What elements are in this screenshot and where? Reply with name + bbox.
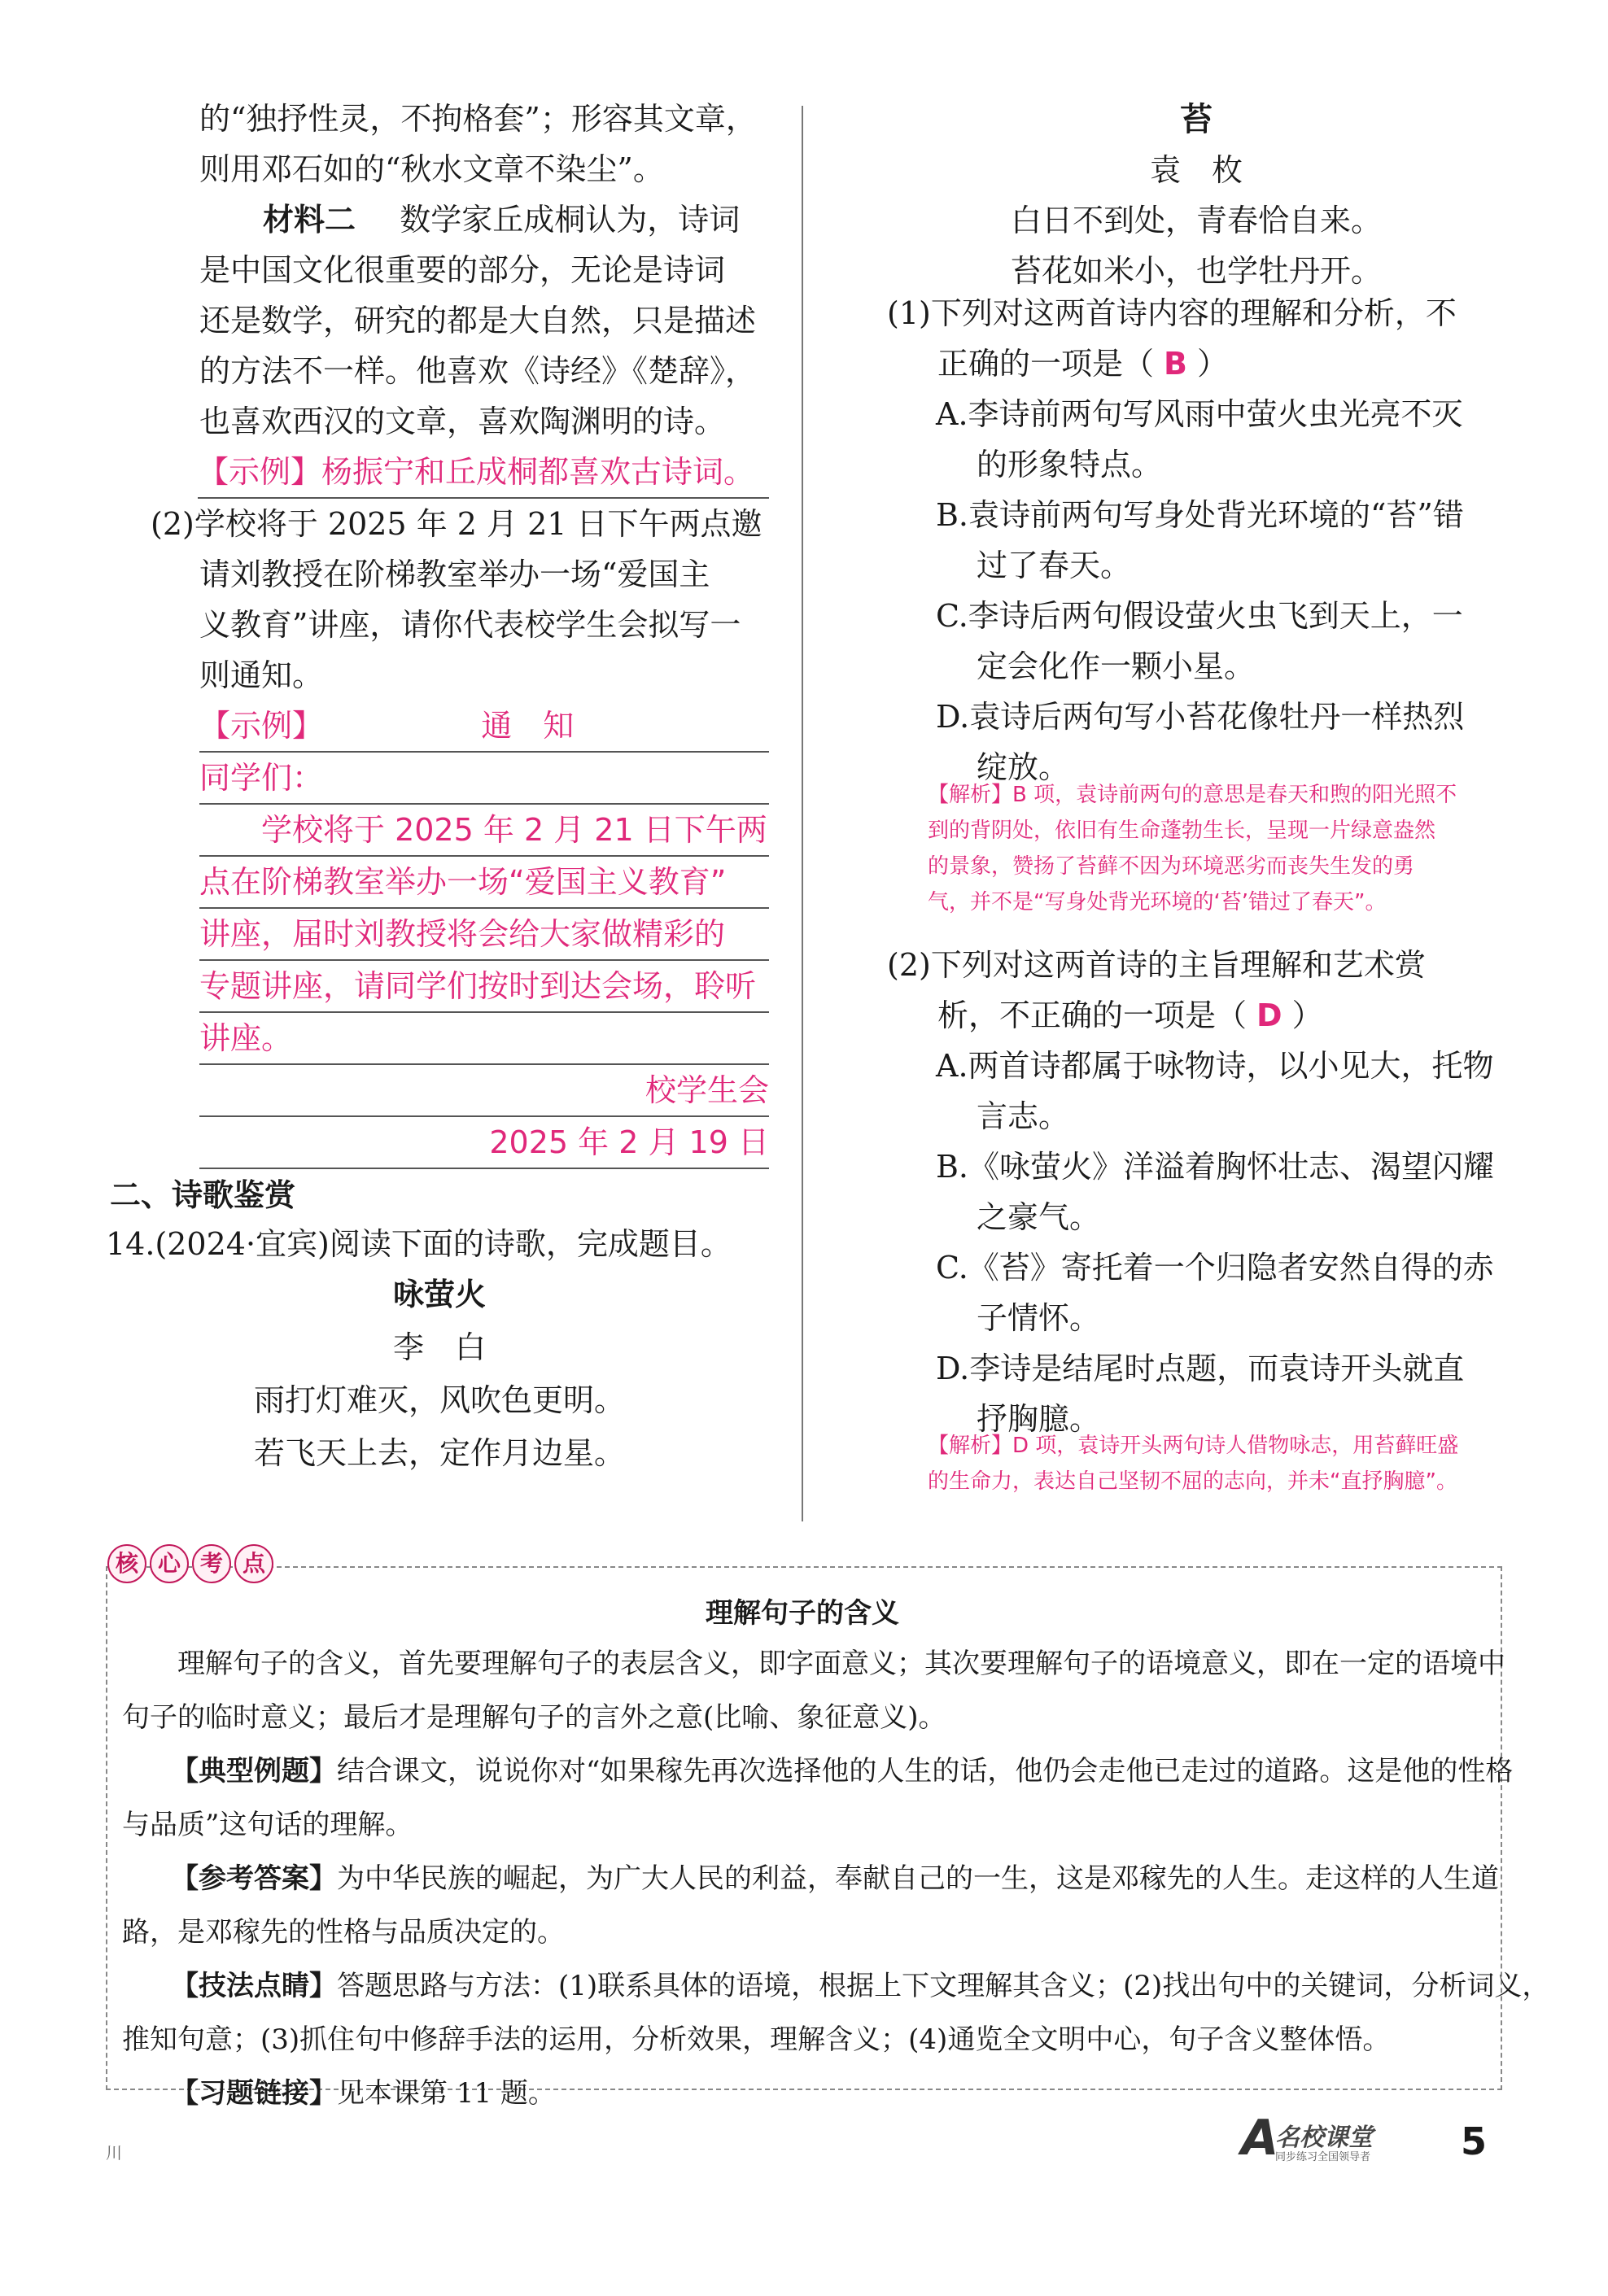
question-2b-line: (2)下列对这两首诗的主旨理解和艺术赏	[887, 947, 1426, 983]
publisher-logo	[1241, 2110, 1449, 2167]
option-line: B.袁诗前两句写身处背光环境的“苔”错	[936, 497, 1464, 533]
option-line: A.李诗前两句写风雨中萤火虫光亮不灭	[936, 396, 1463, 432]
link-label: 【习题链接】	[171, 2077, 337, 2110]
option-line: 绽放。	[977, 749, 1070, 785]
example-text: 结合课文，说说你对“如果稼先再次选择他的人生的话，他仍会走他已走过的道路。这是他的性格	[337, 1755, 1514, 1787]
option-line: D.袁诗后两句写小苔花像牡丹一样热烈	[936, 699, 1465, 735]
option-line: 子情怀。	[977, 1300, 1101, 1336]
poem-2-line: 苔花如米小，也学牡丹开。	[1010, 253, 1382, 289]
question-2b-text: 析，不正确的一项是（	[937, 997, 1248, 1033]
analysis-1	[928, 777, 1457, 920]
option-line: A.两首诗都属于咏物诗，以小见大，托物	[936, 1048, 1494, 1084]
right-questions-1	[887, 288, 1538, 792]
option-line: 定会化作一颗小星。	[977, 648, 1256, 684]
example-line	[122, 1744, 1514, 1798]
right-questions-2	[887, 940, 1538, 1444]
question-2b-answer: D	[1256, 997, 1282, 1033]
core-concept-tag	[107, 1544, 277, 1583]
question-1-line-2	[887, 338, 1538, 389]
analysis-line: 到的背阴处，依旧有生命蓬勃生长，呈现一片绿意盎然	[928, 818, 1436, 843]
material-two-label: 材料二	[263, 202, 356, 238]
notice-line: 点在阶梯教室举办一场“爱国主义教育”	[199, 857, 769, 909]
question-14: 14.(2024·宜宾)阅读下面的诗歌，完成题目。	[106, 1226, 732, 1262]
text-line: 的“独抒性灵，不拘格套”；形容其文章，	[199, 101, 757, 137]
notice-date: 2025 年 2 月 19 日	[199, 1117, 769, 1169]
option-line: 言志。	[977, 1098, 1070, 1134]
poem-2-author: 袁 枚	[1149, 152, 1243, 188]
analysis-line: 的生命力，表达自己坚韧不屈的志向，并未“直抒胸臆”。	[928, 1469, 1457, 1494]
link-line	[122, 2067, 1489, 2120]
core-line: 与品质”这句话的理解。	[122, 1809, 413, 1841]
question-2b-line-2	[887, 990, 1538, 1041]
material-two-first-line	[199, 194, 769, 245]
logo-letter: A	[1241, 2110, 1279, 2167]
poem-1-author: 李 白	[392, 1329, 486, 1365]
region-mark: 川	[106, 2143, 122, 2163]
core-line: 推知句意；(3)抓住句中修辞手法的运用，分析效果，理解含义；(4)通览全文明中心，句子含义整体悟。	[122, 2023, 1391, 2056]
page-number: 5	[1461, 2119, 1488, 2163]
text-line: 也喜欢西汉的文章，喜欢陶渊明的诗。	[199, 404, 726, 439]
notice-line: 学校将于 2025 年 2 月 21 日下午两	[199, 805, 769, 857]
analysis-line: 气，并不是“写身处背光环境的‘苔’错过了春天”。	[928, 890, 1387, 914]
example-answer-1: 【示例】杨振宁和丘成桐都喜欢古诗词。	[198, 447, 769, 499]
poem-2-title: 苔	[1180, 101, 1213, 138]
core-line: 句子的临时意义；最后才是理解句子的言外之意(比喻、象征意义)。	[122, 1701, 946, 1734]
notice-signature: 校学生会	[199, 1065, 769, 1117]
option-line: C.《苔》寄托着一个归隐者安然自得的赤	[936, 1250, 1494, 1285]
option-line: 之豪气。	[977, 1199, 1101, 1235]
question-1-text: 正确的一项是（	[937, 346, 1155, 382]
poem-1-line: 若飞天上去，定作月边星。	[253, 1435, 625, 1471]
answer-line	[122, 1852, 1499, 1905]
tip-label: 【技法点睛】	[171, 1970, 337, 2002]
option-line: 抒胸臆。	[977, 1401, 1101, 1437]
tip-line	[122, 1959, 1550, 2013]
tag-char: 心	[150, 1544, 189, 1583]
question-2-line: (2)学校将于 2025 年 2 月 21 日下午两点邀	[151, 506, 762, 542]
text-line: 是中国文化很重要的部分，无论是诗词	[199, 252, 726, 288]
text-line: 请刘教授在阶梯教室举办一场“爱国主	[199, 557, 710, 592]
notice-line: 专题讲座，请同学们按时到达会场，聆听	[199, 961, 769, 1013]
analysis-2	[928, 1428, 1458, 1499]
core-line: 路，是邓稼先的性格与品质决定的。	[122, 1916, 565, 1949]
example-label: 【典型例题】	[171, 1755, 337, 1787]
question-1-line: (1)下列对这两首诗内容的理解和分析，不	[887, 295, 1457, 331]
option-line: C.李诗后两句假设萤火虫飞到天上，一	[936, 598, 1463, 634]
text-line: 则通知。	[199, 657, 324, 693]
notice-line: 讲座。	[199, 1013, 769, 1065]
text-line: 则用邓石如的“秋水文章不染尘”。	[199, 151, 664, 187]
option-line: 过了春天。	[977, 548, 1132, 583]
notice-heading-line	[199, 701, 769, 753]
answer-text: 为中华民族的崛起，为广大人民的利益，奉献自己的一生，这是邓稼先的人生。走这样的人生道	[337, 1862, 1499, 1895]
core-line: 理解句子的含义，首先要理解句子的表层含义，即字面意义；其次要理解句子的语境意义，即在一定的语境中	[122, 1648, 1505, 1680]
left-column	[151, 94, 769, 1169]
answer-label: 【参考答案】	[171, 1862, 337, 1895]
column-divider	[802, 106, 803, 1521]
text-line: 的方法不一样。他喜欢《诗经》《楚辞》，	[199, 353, 757, 389]
option-line: B.《咏萤火》洋溢着胸怀壮志、渴望闪耀	[936, 1149, 1495, 1185]
analysis-line: 【解析】D 项，袁诗开头两句诗人借物咏志，用苔藓旺盛	[928, 1434, 1459, 1458]
question-2b-close: ）	[1291, 997, 1323, 1033]
tag-char: 点	[234, 1544, 273, 1583]
notice-title: 通 知	[481, 708, 575, 744]
notice-line: 讲座，届时刘教授将会给大家做精彩的	[199, 909, 769, 961]
text-line: 数学家丘成桐认为，诗词	[400, 202, 741, 238]
analysis-line: 的景象，赞扬了苔藓不因为环境恶劣而丧失生发的勇	[928, 854, 1415, 879]
notice-example-label: 【示例】	[199, 708, 324, 744]
poem-2-line: 白日不到处，青春恰自来。	[1010, 203, 1382, 238]
option-line: D.李诗是结尾时点题，而袁诗开头就直	[936, 1351, 1465, 1386]
core-body	[122, 1637, 1550, 2120]
logo-subtitle: 同步练习全国领导者	[1275, 2151, 1371, 2163]
poem-1-line: 雨打灯难灭，风吹色更明。	[253, 1382, 625, 1418]
logo-name: 名校课堂	[1275, 2124, 1373, 2152]
text-line: 还是数学，研究的都是大自然，只是描述	[199, 303, 757, 338]
tip-text: 答题思路与方法：(1)联系具体的语境，根据上下文理解其含义；(2)找出句中的关键词，分析词义，	[337, 1970, 1550, 2002]
text-line: 义教育”讲座，请你代表校学生会拟写一	[199, 607, 741, 643]
analysis-line: 【解析】B 项，袁诗前两句的意思是春天和煦的阳光照不	[928, 783, 1457, 807]
question-1-close: ）	[1196, 346, 1228, 382]
section-heading: 二、诗歌鉴赏	[110, 1177, 296, 1213]
tag-char: 核	[107, 1544, 146, 1583]
core-title: 理解句子的含义	[706, 1597, 899, 1630]
tag-char: 考	[192, 1544, 231, 1583]
link-text: 见本课第 11 题。	[337, 2077, 556, 2110]
poem-1-title: 咏萤火	[392, 1277, 486, 1312]
notice-line: 同学们：	[199, 753, 769, 805]
option-line: 的形象特点。	[977, 447, 1163, 482]
question-1-answer: B	[1164, 346, 1187, 382]
